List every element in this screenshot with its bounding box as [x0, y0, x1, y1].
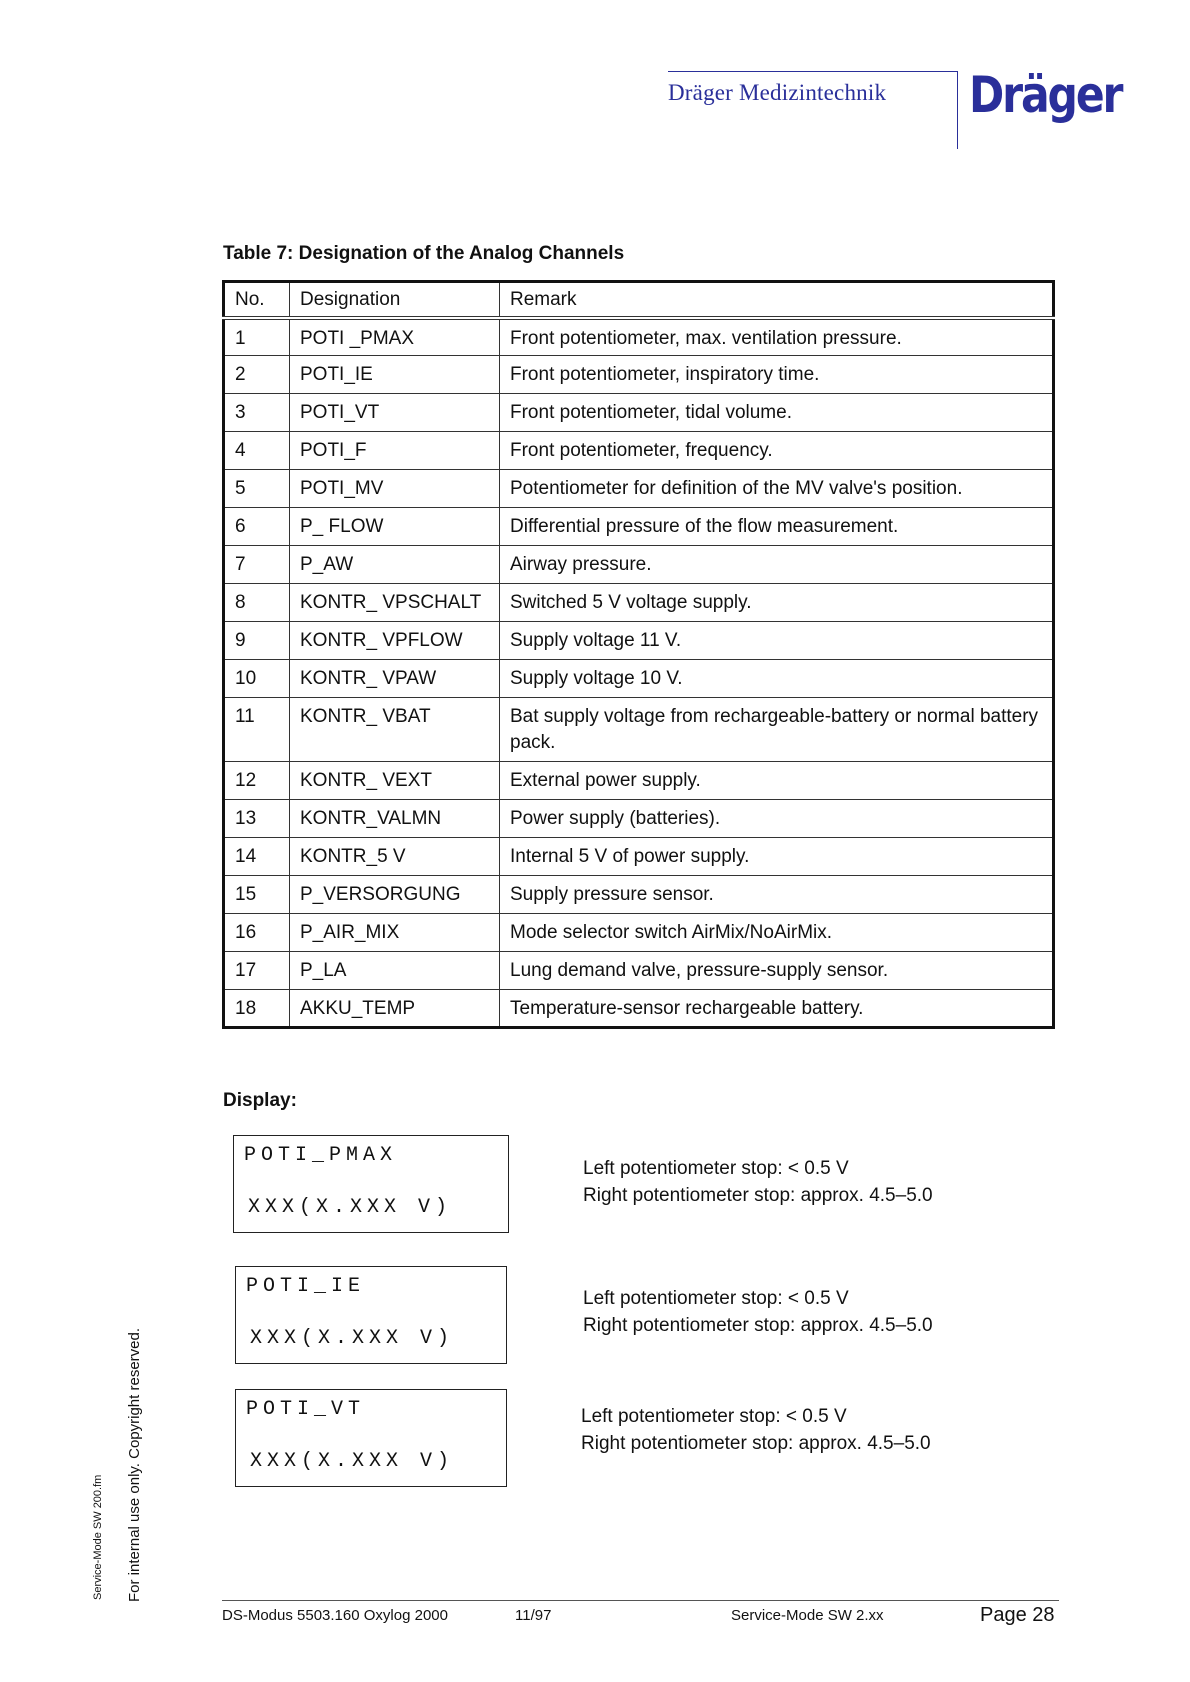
note-right-stop: Right potentiometer stop: approx. 4.5–5.0 [581, 1433, 931, 1454]
table-row [224, 762, 1054, 800]
cell-remark: Internal 5 V of power supply. [500, 838, 1054, 876]
note-left-stop: Left potentiometer stop: < 0.5 V [583, 1158, 849, 1179]
cell-remark: Differential pressure of the flow measurement. [500, 508, 1054, 546]
panel-note [583, 1155, 933, 1209]
page-number: Page 28 [980, 1604, 1055, 1626]
table-title: Table 7: Designation of the Analog Channels [223, 243, 625, 264]
footer-doc: DS-Modus 5503.160 Oxylog 2000 [222, 1607, 448, 1624]
lcd-panel-poti-vt [235, 1389, 507, 1487]
table-row [224, 508, 1054, 546]
cell-remark: Front potentiometer, max. ventilation pressure. [500, 318, 1054, 356]
note-left-stop: Left potentiometer stop: < 0.5 V [583, 1288, 849, 1309]
cell-remark: Potentiometer for definition of the MV valve's position. [500, 470, 1054, 508]
cell-remark: Supply pressure sensor. [500, 876, 1054, 914]
cell-no: 16 [224, 914, 290, 952]
lcd-line-2: XXX(X.XXX V) [250, 1450, 455, 1473]
lcd-line-2: XXX(X.XXX V) [250, 1327, 455, 1350]
footer-date: 11/97 [515, 1607, 552, 1624]
header-designation: Designation [290, 282, 500, 318]
footer-section: Service-Mode SW 2.xx [731, 1607, 884, 1624]
cell-remark: Mode selector switch AirMix/NoAirMix. [500, 914, 1054, 952]
table-row [224, 800, 1054, 838]
lcd-line-2: XXX(X.XXX V) [248, 1196, 453, 1219]
cell-designation: POTI_IE [290, 356, 500, 394]
cell-no: 5 [224, 470, 290, 508]
table-row [224, 546, 1054, 584]
cell-designation: KONTR_ VPAW [290, 660, 500, 698]
cell-no: 12 [224, 762, 290, 800]
cell-no: 10 [224, 660, 290, 698]
table-header-row [224, 282, 1054, 318]
cell-designation: P_AIR_MIX [290, 914, 500, 952]
cell-remark: Lung demand valve, pressure-supply sensor. [500, 952, 1054, 990]
header-no: No. [224, 282, 290, 318]
table-row [224, 952, 1054, 990]
cell-remark: Supply voltage 10 V. [500, 660, 1054, 698]
table-row [224, 584, 1054, 622]
side-file-name: Service-Mode SW 200.fm [92, 1474, 104, 1600]
company-name: Dräger Medizintechnik [668, 80, 887, 105]
footer-rule [222, 1600, 1059, 1601]
cell-no: 2 [224, 356, 290, 394]
cell-no: 11 [224, 698, 290, 762]
cell-designation: KONTR_5 V [290, 838, 500, 876]
table-row [224, 356, 1054, 394]
table-row [224, 432, 1054, 470]
cell-no: 6 [224, 508, 290, 546]
cell-remark: Bat supply voltage from rechargeable-battery or normal battery pack. [500, 698, 1054, 762]
cell-designation: P_ FLOW [290, 508, 500, 546]
cell-no: 9 [224, 622, 290, 660]
note-right-stop: Right potentiometer stop: approx. 4.5–5.0 [583, 1185, 933, 1206]
cell-remark: Temperature-sensor rechargeable battery. [500, 990, 1054, 1028]
panel-note [583, 1285, 933, 1339]
cell-remark: Supply voltage 11 V. [500, 622, 1054, 660]
lcd-line-1: POTI_PMAX [244, 1144, 398, 1167]
cell-remark: Switched 5 V voltage supply. [500, 584, 1054, 622]
cell-no: 13 [224, 800, 290, 838]
cell-remark: Front potentiometer, frequency. [500, 432, 1054, 470]
lcd-line-1: POTI_VT [246, 1398, 366, 1421]
note-left-stop: Left potentiometer stop: < 0.5 V [581, 1406, 847, 1427]
table-row [224, 622, 1054, 660]
cell-designation: P_LA [290, 952, 500, 990]
cell-no: 4 [224, 432, 290, 470]
cell-remark: Airway pressure. [500, 546, 1054, 584]
lcd-line-1: POTI_IE [246, 1275, 366, 1298]
cell-no: 7 [224, 546, 290, 584]
table-row [224, 660, 1054, 698]
cell-designation: POTI_VT [290, 394, 500, 432]
table-row [224, 470, 1054, 508]
note-right-stop: Right potentiometer stop: approx. 4.5–5.0 [583, 1315, 933, 1336]
cell-designation: KONTR_VALMN [290, 800, 500, 838]
cell-designation: KONTR_ VPSCHALT [290, 584, 500, 622]
cell-designation: POTI _PMAX [290, 318, 500, 356]
cell-remark: Power supply (batteries). [500, 800, 1054, 838]
cell-designation: KONTR_ VPFLOW [290, 622, 500, 660]
cell-designation: P_VERSORGUNG [290, 876, 500, 914]
cell-designation: P_AW [290, 546, 500, 584]
display-title: Display: [223, 1090, 297, 1111]
cell-designation: KONTR_ VBAT [290, 698, 500, 762]
drager-logo: Dräger [969, 66, 1122, 124]
cell-no: 17 [224, 952, 290, 990]
table-row [224, 394, 1054, 432]
cell-no: 8 [224, 584, 290, 622]
cell-remark: Front potentiometer, inspiratory time. [500, 356, 1054, 394]
cell-no: 14 [224, 838, 290, 876]
table-row [224, 914, 1054, 952]
table-row [224, 876, 1054, 914]
cell-no: 18 [224, 990, 290, 1028]
cell-remark: External power supply. [500, 762, 1054, 800]
cell-designation: POTI_MV [290, 470, 500, 508]
header-divider [957, 71, 958, 149]
table-row [224, 990, 1054, 1028]
header-remark: Remark [500, 282, 1054, 318]
cell-remark: Front potentiometer, tidal volume. [500, 394, 1054, 432]
cell-designation: AKKU_TEMP [290, 990, 500, 1028]
cell-no: 3 [224, 394, 290, 432]
lcd-panel-poti-ie [235, 1266, 507, 1364]
cell-designation: KONTR_ VEXT [290, 762, 500, 800]
lcd-panel-poti-pmax [233, 1135, 509, 1233]
cell-no: 1 [224, 318, 290, 356]
cell-no: 15 [224, 876, 290, 914]
cell-designation: POTI_F [290, 432, 500, 470]
panel-note [581, 1403, 931, 1457]
side-copyright-notice: For internal use only. Copyright reserved. [126, 1327, 143, 1602]
table-row [224, 838, 1054, 876]
analog-channels-table [222, 280, 1055, 1029]
table-row [224, 318, 1054, 356]
table-row [224, 698, 1054, 762]
header-rule [668, 71, 958, 72]
